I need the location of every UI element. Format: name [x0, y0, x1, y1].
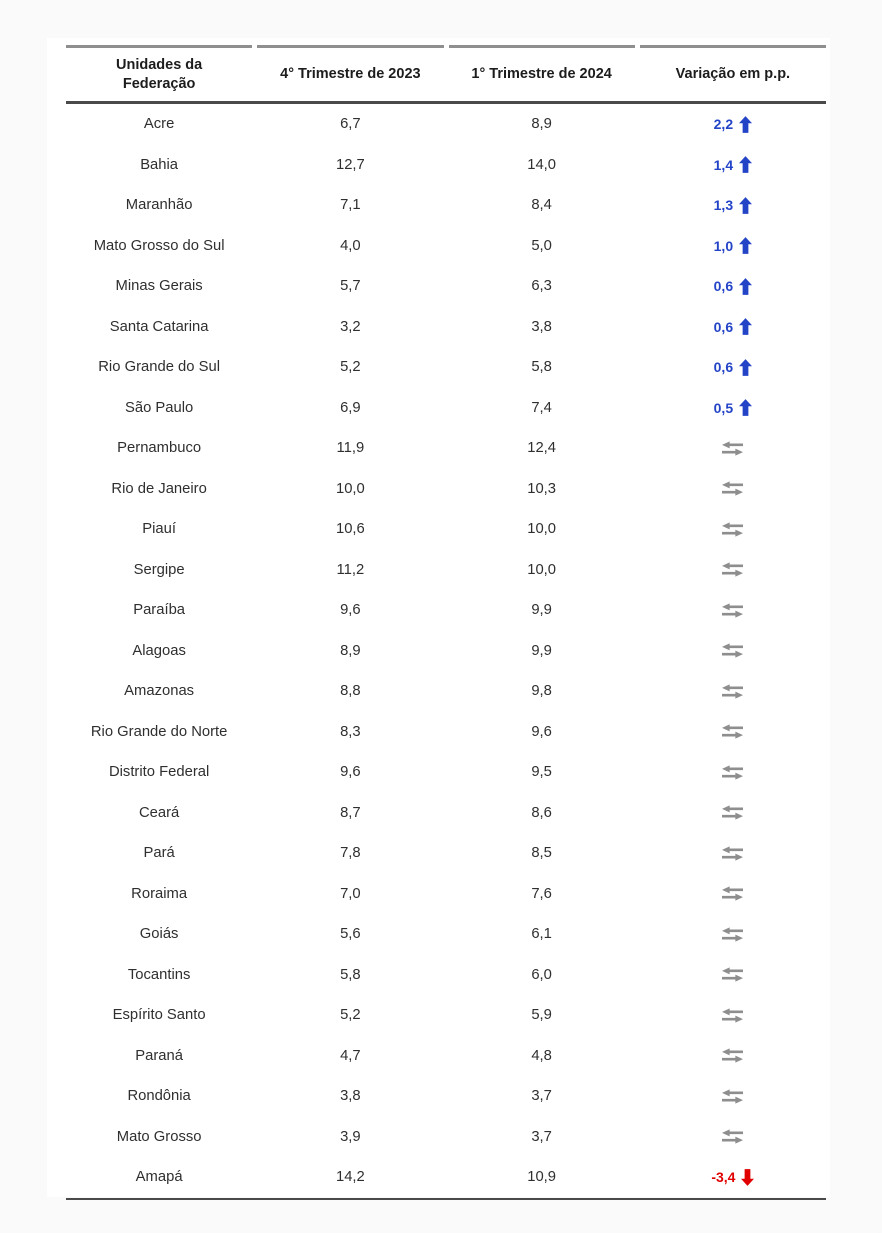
up-arrow-icon [739, 197, 752, 214]
stable-arrows-icon [722, 522, 743, 537]
uf-name-cell: Pará [143, 845, 175, 862]
variation-value: 2,2 [713, 116, 734, 133]
uf-name-cell: Rio Grande do Sul [98, 359, 220, 376]
stable-arrows-icon [722, 1129, 743, 1144]
table-header-row [66, 45, 826, 104]
q1-2024-value-cell: 9,9 [531, 642, 552, 659]
uf-name-cell: Goiás [139, 926, 179, 943]
table-row [66, 145, 826, 186]
q1-2024-value-cell: 8,4 [531, 197, 552, 214]
stable-arrows-icon [722, 886, 743, 901]
uf-name-cell: Espírito Santo [112, 1007, 206, 1024]
stable-arrows-icon [722, 603, 743, 618]
up-arrow-icon [739, 399, 752, 416]
variation-cell [640, 1076, 826, 1117]
down-arrow-icon [741, 1169, 754, 1186]
q1-2024-value-cell: 5,9 [531, 1007, 552, 1024]
header-label: 4° Trimestre de 2023 [280, 66, 421, 83]
uf-name-cell: Santa Catarina [109, 318, 209, 335]
uf-name-cell: Paraná [135, 1047, 183, 1064]
q4-2023-value-cell: 5,2 [340, 1007, 361, 1024]
variation-value: 0,5 [713, 399, 734, 416]
variation-cell [640, 833, 826, 874]
variation-cell [640, 550, 826, 591]
variation-value: 0,6 [713, 359, 734, 376]
uf-name-cell: Rondônia [127, 1088, 191, 1105]
q4-2023-value-cell: 6,7 [340, 116, 361, 133]
q1-2024-value-cell: 10,3 [527, 480, 557, 497]
stable-arrows-icon [722, 765, 743, 780]
table-row [66, 590, 826, 631]
header-label: 1° Trimestre de 2024 [471, 66, 612, 83]
table-body [66, 104, 826, 1200]
variation-cell [640, 104, 826, 145]
uf-name-cell: Sergipe [133, 561, 185, 578]
variation-value: 0,6 [713, 278, 734, 295]
variation-cell [640, 1036, 826, 1077]
q4-2023-value-cell: 12,7 [335, 156, 365, 173]
q1-2024-value-cell: 8,5 [531, 845, 552, 862]
q4-2023-value-cell: 5,2 [340, 359, 361, 376]
q1-2024-value-cell: 4,8 [531, 1047, 552, 1064]
variation-cell [640, 1157, 826, 1198]
q4-2023-value-cell: 8,7 [340, 804, 361, 821]
uf-name-cell: São Paulo [124, 399, 194, 416]
table-row [66, 1157, 826, 1198]
q4-2023-value-cell: 5,6 [340, 926, 361, 943]
q1-2024-value-cell: 3,8 [531, 318, 552, 335]
q1-2024-value-cell: 7,4 [531, 399, 552, 416]
variation-cell [640, 145, 826, 186]
uf-name-cell: Minas Gerais [115, 278, 203, 295]
q4-2023-value-cell: 11,9 [336, 440, 365, 457]
variation-value: -3,4 [711, 1169, 736, 1186]
uf-name-cell: Bahia [140, 156, 179, 173]
stable-arrows-icon [722, 1048, 743, 1063]
variation-cell [640, 712, 826, 753]
variation-cell [640, 995, 826, 1036]
stable-arrows-icon [722, 481, 743, 496]
unemployment-rate-table [66, 45, 826, 1200]
variation-value: 1,4 [713, 156, 734, 173]
variation-cell [640, 185, 826, 226]
table-row [66, 1036, 826, 1077]
q1-2024-value-cell: 5,0 [531, 237, 552, 254]
uf-name-cell: Amazonas [124, 683, 195, 700]
q4-2023-value-cell: 5,7 [340, 278, 361, 295]
header-label: Unidades da Federação [116, 57, 203, 92]
table-row [66, 914, 826, 955]
table-row [66, 1117, 826, 1158]
uf-name-cell: Distrito Federal [108, 764, 210, 781]
q4-2023-value-cell: 4,0 [340, 237, 361, 254]
variation-cell [640, 874, 826, 915]
q1-2024-value-cell: 6,1 [531, 926, 552, 943]
table-row [66, 428, 826, 469]
variation-cell [640, 590, 826, 631]
q4-2023-value-cell: 7,8 [340, 845, 361, 862]
uf-name-cell: Amapá [135, 1169, 183, 1186]
variation-cell [640, 266, 826, 307]
table-row [66, 833, 826, 874]
q1-2024-value-cell: 8,6 [531, 804, 552, 821]
table-row [66, 631, 826, 672]
variation-value: 1,0 [713, 237, 734, 254]
q1-2024-value-cell: 3,7 [531, 1088, 552, 1105]
uf-name-cell: Rio de Janeiro [111, 480, 207, 497]
table-row [66, 185, 826, 226]
q4-2023-value-cell: 8,9 [340, 642, 361, 659]
stable-arrows-icon [722, 724, 743, 739]
q1-2024-value-cell: 5,8 [531, 359, 552, 376]
variation-cell [640, 793, 826, 834]
q4-2023-value-cell: 8,8 [340, 683, 361, 700]
q4-2023-value-cell: 11,2 [336, 561, 365, 578]
q1-2024-value-cell: 6,3 [531, 278, 552, 295]
q1-2024-value-cell: 9,5 [531, 764, 552, 781]
uf-name-cell: Rio Grande do Norte [90, 723, 228, 740]
table-row [66, 388, 826, 429]
table-row [66, 509, 826, 550]
q1-2024-value-cell: 6,0 [531, 966, 552, 983]
q4-2023-value-cell: 9,6 [340, 764, 361, 781]
uf-name-cell: Maranhão [125, 197, 193, 214]
stable-arrows-icon [722, 441, 743, 456]
table-row [66, 793, 826, 834]
header-unidades-da-federacao [66, 45, 252, 101]
q1-2024-value-cell: 9,8 [531, 683, 552, 700]
q4-2023-value-cell: 3,2 [340, 318, 361, 335]
variation-cell [640, 631, 826, 672]
table-row [66, 671, 826, 712]
q4-2023-value-cell: 3,8 [340, 1088, 361, 1105]
table-row [66, 955, 826, 996]
table-row [66, 550, 826, 591]
q4-2023-value-cell: 10,6 [335, 521, 365, 538]
variation-cell [640, 469, 826, 510]
q1-2024-value-cell: 10,0 [527, 561, 557, 578]
up-arrow-icon [739, 359, 752, 376]
q4-2023-value-cell: 14,2 [335, 1169, 365, 1186]
variation-value: 0,6 [713, 318, 734, 335]
q4-2023-value-cell: 5,8 [340, 966, 361, 983]
up-arrow-icon [739, 156, 752, 173]
stable-arrows-icon [722, 684, 743, 699]
q4-2023-value-cell: 10,0 [335, 480, 365, 497]
table-row [66, 874, 826, 915]
q4-2023-value-cell: 3,9 [340, 1128, 361, 1145]
up-arrow-icon [739, 237, 752, 254]
table-row [66, 266, 826, 307]
q1-2024-value-cell: 3,7 [531, 1128, 552, 1145]
header-label: Variação em p.p. [675, 66, 791, 83]
uf-name-cell: Alagoas [132, 642, 186, 659]
q1-2024-value-cell: 12,4 [527, 440, 557, 457]
stable-arrows-icon [722, 846, 743, 861]
header-4-trimestre-2023 [257, 45, 443, 101]
uf-name-cell: Paraíba [133, 602, 186, 619]
variation-cell [640, 955, 826, 996]
table-row [66, 1076, 826, 1117]
q1-2024-value-cell: 14,0 [527, 156, 557, 173]
stable-arrows-icon [722, 643, 743, 658]
q1-2024-value-cell: 10,0 [527, 521, 557, 538]
variation-cell [640, 307, 826, 348]
uf-name-cell: Roraima [131, 885, 188, 902]
variation-cell [640, 752, 826, 793]
stable-arrows-icon [722, 967, 743, 982]
variation-cell [640, 1117, 826, 1158]
variation-cell [640, 347, 826, 388]
q4-2023-value-cell: 4,7 [340, 1047, 361, 1064]
up-arrow-icon [739, 116, 752, 133]
q1-2024-value-cell: 9,6 [531, 723, 552, 740]
variation-cell [640, 428, 826, 469]
q1-2024-value-cell: 8,9 [531, 116, 552, 133]
q4-2023-value-cell: 9,6 [340, 602, 361, 619]
stable-arrows-icon [722, 562, 743, 577]
table-card [47, 38, 830, 1197]
up-arrow-icon [739, 278, 752, 295]
uf-name-cell: Acre [143, 116, 175, 133]
stable-arrows-icon [722, 927, 743, 942]
uf-name-cell: Ceará [138, 804, 180, 821]
header-variacao-pp [640, 45, 826, 101]
variation-cell [640, 226, 826, 267]
uf-name-cell: Pernambuco [117, 440, 202, 457]
variation-cell [640, 509, 826, 550]
q4-2023-value-cell: 7,1 [340, 197, 361, 214]
table-row [66, 226, 826, 267]
table-row [66, 347, 826, 388]
stable-arrows-icon [722, 805, 743, 820]
uf-name-cell: Tocantins [127, 966, 191, 983]
variation-cell [640, 671, 826, 712]
q4-2023-value-cell: 8,3 [340, 723, 361, 740]
table-row [66, 307, 826, 348]
q1-2024-value-cell: 7,6 [531, 885, 552, 902]
table-row [66, 469, 826, 510]
uf-name-cell: Mato Grosso do Sul [93, 237, 225, 254]
uf-name-cell: Piauí [142, 521, 176, 538]
q1-2024-value-cell: 9,9 [531, 602, 552, 619]
table-row [66, 712, 826, 753]
q4-2023-value-cell: 6,9 [340, 399, 361, 416]
uf-name-cell: Mato Grosso [116, 1128, 202, 1145]
q1-2024-value-cell: 10,9 [527, 1169, 557, 1186]
variation-cell [640, 914, 826, 955]
q4-2023-value-cell: 7,0 [340, 885, 361, 902]
up-arrow-icon [739, 318, 752, 335]
table-row [66, 104, 826, 145]
table-row [66, 752, 826, 793]
stable-arrows-icon [722, 1008, 743, 1023]
variation-value: 1,3 [713, 197, 734, 214]
stable-arrows-icon [722, 1089, 743, 1104]
table-row [66, 995, 826, 1036]
header-1-trimestre-2024 [449, 45, 635, 101]
variation-cell [640, 388, 826, 429]
